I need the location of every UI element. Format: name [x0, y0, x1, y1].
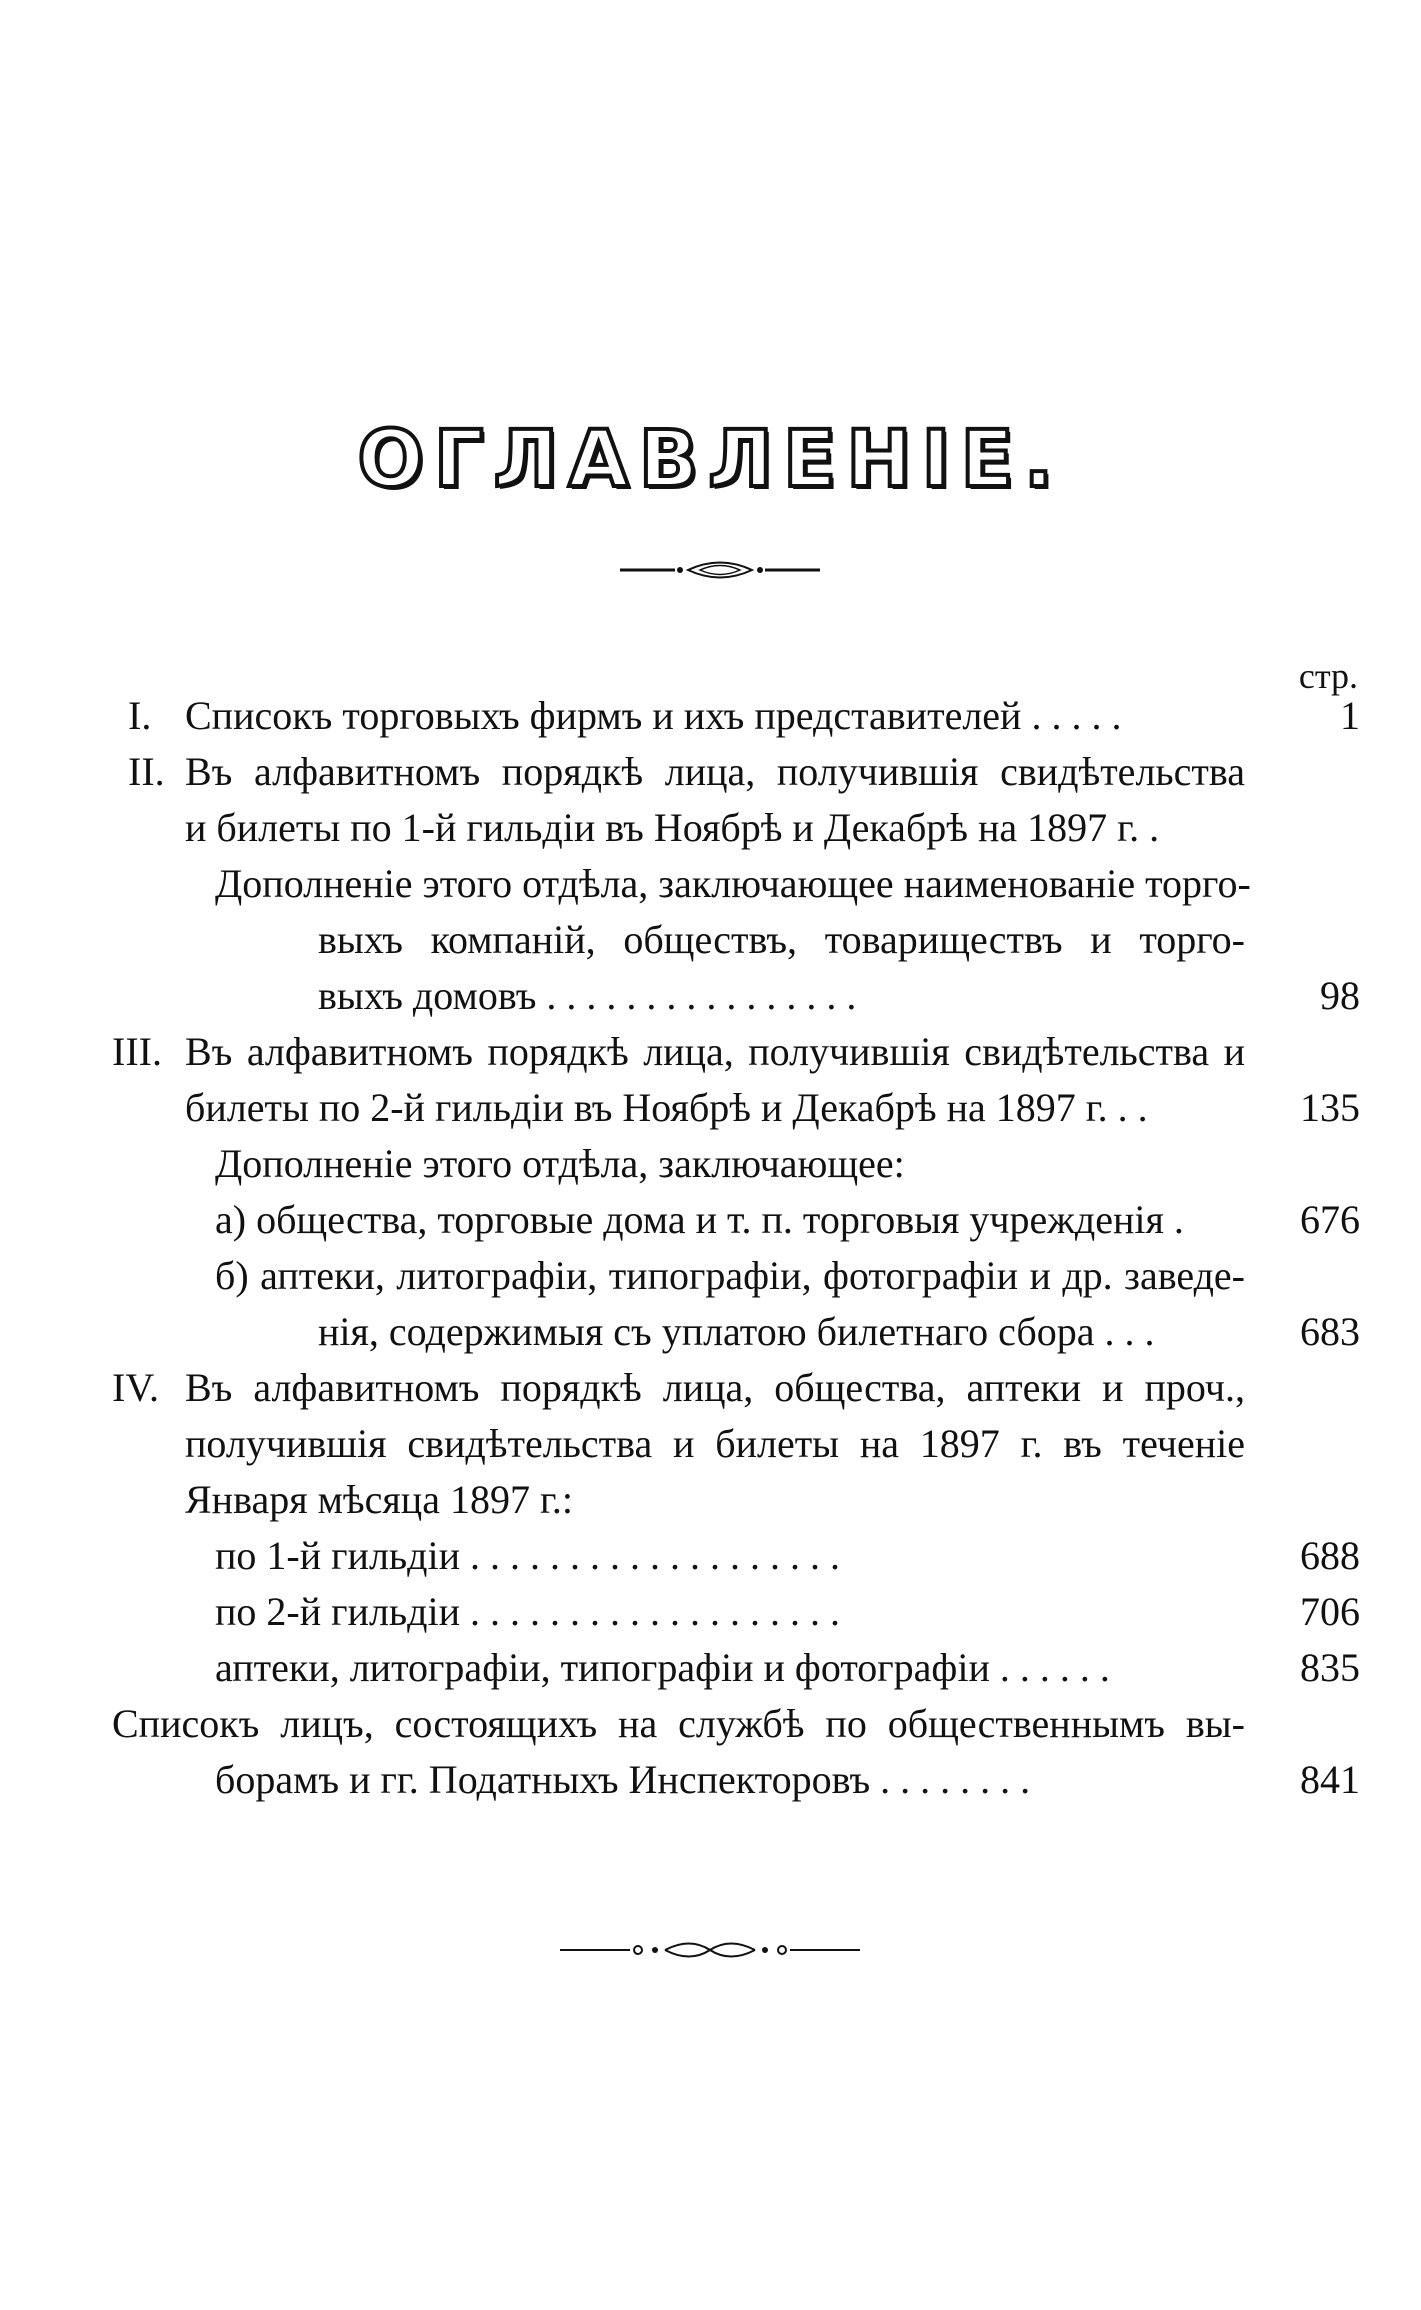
toc-entry-number: IV.	[112, 1365, 160, 1410]
toc-entry-page: 1	[1340, 693, 1360, 738]
toc-entry-line: Въ алфавитномъ порядкѣ лица, получившія свидѣтельства и	[185, 1029, 1245, 1074]
toc-entry-page: 98	[1320, 973, 1360, 1018]
toc-entry-line: получившія свидѣтельства и билеты на 1897 г. въ теченіе	[185, 1421, 1245, 1466]
toc-entry-line: Дополненіе этого отдѣла, заключающее наименованіе торго-	[215, 861, 1251, 906]
toc-entry-line: Января мѣсяца 1897 г.:	[185, 1477, 573, 1522]
toc-entry-line: Списокъ торговыхъ фирмъ и ихъ представителей . . . . .	[185, 693, 1122, 738]
toc-entry-line: выхъ компаній, обществъ, товариществъ и торго-	[318, 917, 1245, 962]
toc-entry-page: 676	[1300, 1197, 1360, 1242]
toc-entry-line: по 1-й гильдіи . . . . . . . . . . . . . . . . . . .	[215, 1533, 841, 1578]
toc-entry-line: Въ алфавитномъ порядкѣ лица, общества, аптеки и проч.,	[185, 1365, 1245, 1410]
toc-entry-line: и билеты по 1-й гильдіи въ Ноябрѣ и Декабрѣ на 1897 г. .	[185, 805, 1160, 850]
toc-entry-line: нія, содержимыя съ уплатою билетнаго сбора . . .	[318, 1309, 1155, 1354]
toc-entry-line: аптеки, литографіи, типографіи и фотографіи . . . . . .	[215, 1645, 1110, 1690]
toc-entry-line: Въ алфавитномъ порядкѣ лица, получившія свидѣтельства	[185, 749, 1245, 794]
toc-entry-line: билеты по 2-й гильдіи въ Ноябрѣ и Декабрѣ на 1897 г. . .	[185, 1085, 1148, 1130]
toc-entry-page: 683	[1300, 1309, 1360, 1354]
toc-entry-number: II.	[128, 749, 165, 794]
toc-entry-line: по 2-й гильдіи . . . . . . . . . . . . . . . . . . .	[215, 1589, 841, 1634]
page-title: ОГЛАВЛЕНІЕ.	[357, 415, 1064, 505]
toc-entry-line: выхъ домовъ . . . . . . . . . . . . . . . .	[318, 973, 857, 1018]
ornament-top-icon	[620, 555, 820, 585]
toc-entry-page: 688	[1300, 1533, 1360, 1578]
toc-entry-line: Дополненіе этого отдѣла, заключающее:	[215, 1141, 905, 1186]
toc-entry-number: I.	[128, 693, 152, 738]
toc-entry-page: 706	[1300, 1589, 1360, 1634]
page-column-label: стр.	[1298, 656, 1358, 696]
toc-entry-line: а) общества, торговые дома и т. п. торговыя учрежденія .	[215, 1197, 1184, 1242]
toc-entry-page: 835	[1300, 1645, 1360, 1690]
ornament-bottom-icon	[560, 1935, 860, 1965]
toc-entry-page: 135	[1300, 1085, 1360, 1130]
toc-entry-line: б) аптеки, литографіи, типографіи, фотографіи и др. заведе-	[215, 1253, 1245, 1298]
toc-entry-line: борамъ и гг. Податныхъ Инспекторовъ . . . . . . . .	[215, 1757, 1031, 1802]
toc-entry-number: III.	[112, 1029, 162, 1074]
toc-entry-page: 841	[1300, 1757, 1360, 1802]
toc-entry-line: Списокъ лицъ, состоящихъ на службѣ по общественнымъ вы-	[112, 1701, 1245, 1746]
